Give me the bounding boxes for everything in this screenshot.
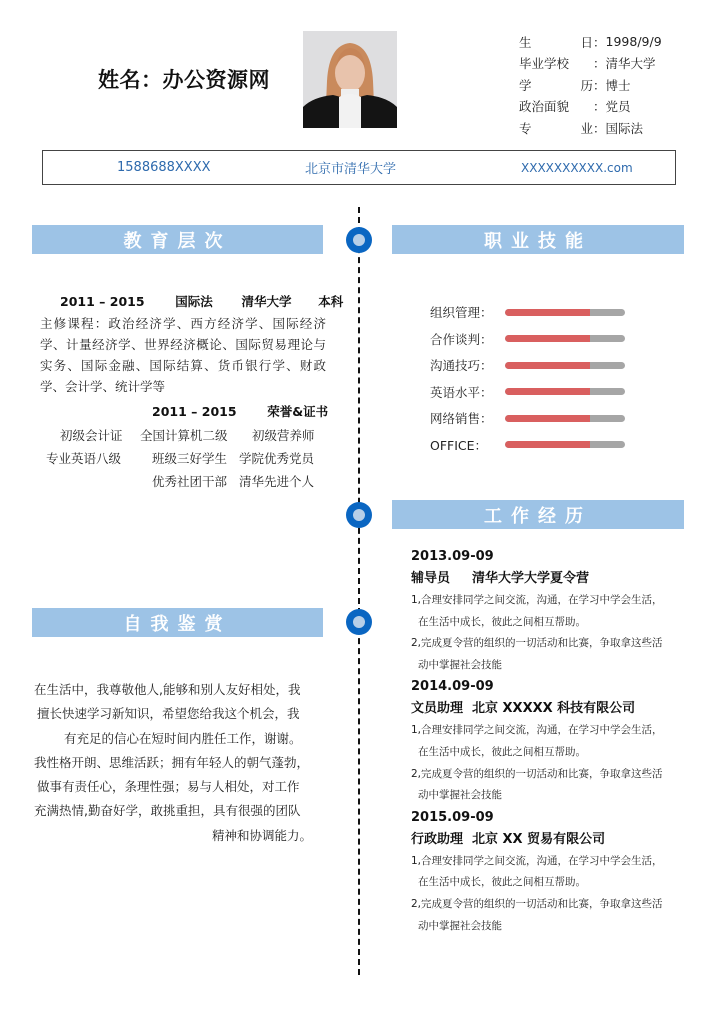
info-political: 政治面貌 ： 党员	[519, 99, 631, 115]
honor-item: 班级三好学生	[152, 451, 228, 466]
degree-value: 博士	[605, 77, 631, 93]
skill-row	[430, 302, 493, 322]
self-eval-line: 做事有责任心，条理性强；易与人相处，对工作	[37, 779, 300, 795]
work-duty: 在生活中成长，彼此之间相互帮助。	[418, 876, 586, 889]
skill-row	[430, 382, 493, 402]
email: XXXXXXXXXX.com	[521, 160, 633, 175]
portrait-image	[303, 31, 397, 128]
edu-major: 国际法	[175, 294, 213, 309]
work-company: 北京 XXXXX 科技有限公司	[472, 701, 636, 717]
work-duty: 在生活中成长，彼此之间相互帮助。	[418, 745, 586, 758]
self-eval-line: 充满热情,勤奋好学，敢挑重担，具有很强的团队	[34, 803, 301, 819]
timeline-dot-icon	[346, 227, 372, 253]
honor-item: 专业英语八级	[46, 451, 122, 466]
self-eval-line: 在生活中，我尊敬他人,能够和别人友好相处，我	[34, 682, 301, 697]
work-duty: 动中掌握社会技能	[418, 919, 502, 932]
self-eval-line: 我性格开朗、思维活跃；拥有年轻人的朝气蓬勃，	[34, 754, 310, 770]
work-duty: 1,合理安排同学之间交流，沟通，在学习中学会生活，	[411, 854, 663, 867]
skill-label: 英语水平：	[430, 384, 493, 400]
skill-row	[430, 435, 487, 455]
phone-number: 1588688XXXX	[117, 160, 211, 175]
political-value: 党员	[605, 99, 631, 115]
info-major: 专 业 ： 国际法	[519, 120, 644, 136]
work-duty: 2,完成夏令营的组织的一切活动和比赛，争取拿这些活	[411, 767, 663, 780]
edu-school: 清华大学	[241, 294, 292, 309]
timeline-dot-icon	[346, 502, 372, 528]
work-date: 2014.09-09	[411, 679, 494, 695]
honor-item: 初级营养师	[252, 428, 315, 443]
work-position: 文员助理	[411, 701, 464, 717]
edu-degree: 本科	[318, 294, 344, 309]
work-duty: 2,完成夏令营的组织的一切活动和比赛，争取拿这些活	[411, 637, 663, 650]
skill-label: 网络销售：	[430, 411, 493, 426]
personal-info	[519, 31, 662, 139]
info-birthday: 生 日 ： 1998/9/9	[519, 34, 662, 50]
work-company: 北京 XX 贸易有限公司	[472, 831, 606, 847]
honors-heading	[152, 402, 328, 420]
skill-label: OFFICE：	[430, 437, 488, 453]
skill-bar	[505, 441, 625, 448]
address: 北京市清华大学	[305, 162, 397, 177]
major-value: 国际法	[605, 120, 644, 136]
section-header-self: 自我鉴赏	[32, 608, 323, 637]
contact-bar	[42, 150, 676, 185]
section-header-work: 工作经历	[392, 500, 684, 529]
self-eval-line: 擅长快速学习新知识，希望您给我这个机会，我	[37, 706, 300, 722]
info-school: 毕业学校 ： 清华大学	[519, 56, 656, 72]
skill-label: 沟通技巧：	[430, 358, 493, 373]
work-duty: 动中掌握社会技能	[418, 658, 502, 671]
work-duty: 动中掌握社会技能	[418, 789, 502, 802]
work-duty: 1,合理安排同学之间交流，沟通，在学习中学会生活，	[411, 724, 663, 737]
honor-item: 初级会计证	[60, 428, 123, 443]
work-position: 辅导员	[411, 571, 451, 586]
work-duty: 1,合理安排同学之间交流，沟通，在学习中学会生活，	[411, 594, 663, 606]
work-company: 清华大学大学夏令营	[472, 571, 590, 586]
education-summary	[60, 292, 343, 310]
self-eval-line: 有充足的信心在短时间内胜任工作，谢谢。	[64, 730, 302, 746]
candidate-name: 姓名：办公资源网	[98, 68, 270, 92]
section-header-skills: 职业技能	[392, 225, 684, 254]
honor-item: 清华先进个人	[239, 474, 315, 489]
profile-photo	[303, 31, 397, 128]
skill-bar	[505, 335, 625, 342]
skill-row	[430, 329, 493, 349]
edu-courses: 主修课程：政治经济学、西方经济学、国际经济学、计量经济学、世界经济概论、国际贸易理论与实务、国际金融、国际结算、货币银行学、财政学、会计学、统计学等	[40, 316, 326, 394]
work-experience	[411, 546, 691, 937]
work-date: 2015.09-09	[411, 809, 494, 825]
honors-title: 荣誉&证书	[267, 404, 329, 419]
info-degree: 学 历 ： 博士	[519, 77, 631, 93]
self-eval-line: 精神和协调能力。	[212, 827, 313, 843]
skill-bar	[505, 415, 625, 422]
work-entry	[411, 807, 691, 937]
work-position: 行政助理	[411, 831, 464, 847]
edu-period: 2011 – 2015	[60, 294, 145, 309]
honors-period: 2011 – 2015	[152, 404, 237, 419]
honor-item: 优秀社团干部	[152, 474, 228, 489]
honor-item: 学院优秀党员	[239, 451, 315, 466]
section-header-education: 教育层次	[32, 225, 323, 254]
timeline-divider	[358, 207, 360, 975]
skill-label: 合作谈判：	[430, 331, 493, 347]
work-date: 2013.09-09	[411, 549, 494, 564]
skill-bar	[505, 309, 625, 316]
school-value: 清华大学	[605, 56, 656, 72]
birthday-value: 1998/9/9	[605, 34, 662, 50]
timeline-dot-icon	[346, 609, 372, 635]
work-duty: 2,完成夏令营的组织的一切活动和比赛，争取拿这些活	[411, 897, 663, 910]
self-evaluation	[34, 678, 318, 848]
work-entry	[411, 546, 691, 676]
honor-item: 全国计算机二级	[140, 428, 228, 443]
work-duty: 在生活中成长，彼此之间相互帮助。	[418, 615, 586, 628]
skill-row	[430, 408, 493, 428]
skill-bar	[505, 362, 625, 369]
skill-row	[430, 355, 493, 375]
skill-label: 组织管理：	[430, 305, 493, 320]
skill-bar	[505, 388, 625, 395]
work-entry	[411, 676, 691, 806]
